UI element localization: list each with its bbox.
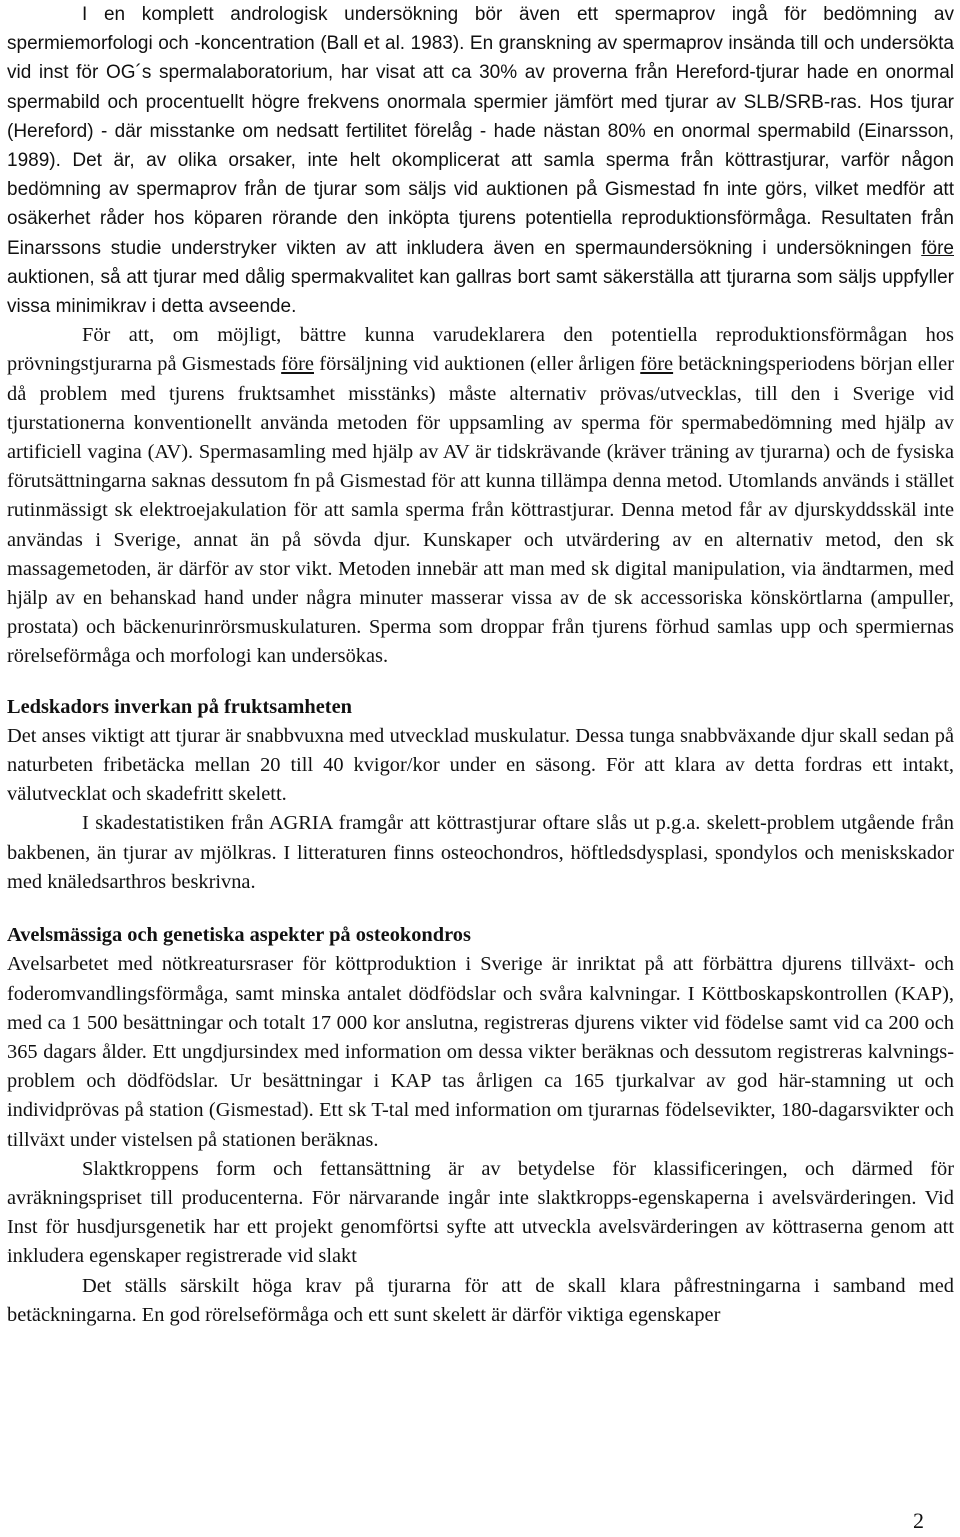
underlined-word: före <box>640 353 674 376</box>
paragraph-text: auktionen, så att tjurar med dålig spermakvalitet kan gallras bort samt säkerställa att tjurarna som säljs uppfyller vissa minimikrav i detta avseende. <box>7 266 954 318</box>
document-page <box>7 0 954 1330</box>
paragraph-text: betäckningsperiodens början eller då problem med tjurens fruktsamhet misstänks) måste alternativ prövas/utvecklas, till den i Sverige vid tjurstationerna konventionellt använda metoden för uppsamling av sperma för spermabedömning med hjälp av artificiell vagina (AV). Spermasamling med hjälp av AV är tidskrävande (kräver träning av tjurarna) och de fysiska förutsättningarna saknas dessutom fn på Gismestad för att kunna tillämpa denna metod. Utomlands används i stället rutinmässigt sk elektroejakulation för att samla sperma från köttrastjurar. Denna metod får av djurskyddsskäl inte användas i Sverige, annat än på sövda djur. Kunskaper och utvärdering av en alternativ metod, den sk massagemetoden, är därför av stor vikt. Metoden innebär att man med sk digital manipulation, via ändtarmen, med hjälp av en behanskad hand under några minuter masserar vissa av de sk accessoriska könskörtlarna (ampuller, prostata) och bäckenurinrörsmuskulaturen. Sperma som droppar från tjurens förhud samlas upp och spermiernas rörelseförmåga och morfologi kan undersökas. <box>7 353 954 668</box>
paragraph-text: För att, om möjligt, bättre kunna varudeklarera den potentiella reproduktionsförmågan hos prövningstjurarna på Gismestads <box>7 324 954 376</box>
paragraph-text: I en komplett andrologisk undersökning bör även ett spermaprov ingå för bedömning av spermiemorfologi och -koncentration (Ball et al. 1983). En granskning av spermaprov insända till och undersökta vid inst för OG´s spermalaboratorium, har visat att ca 30% av proverna från Hereford-tjurar hade en onormal spermabild och procentuellt högre frekvens onormala spermier jämfört med tjurar av SLB/SRB-ras. Hos tjurar (Hereford) - där misstanke om nedsatt fertilitet förelåg - hade nästan 80% en onormal spermabild (Einarsson, 1989). Det är, av olika orsaker, inte helt okomplicerat att samla sperma från köttrastjurar, varför någon bedömning av spermaprov från de tjurar som säljs vid auktionen på Gismestad fn inte görs, vilket medför att osäkerhet råder hos köparen rörande den inköpta tjurens potentiella reproduktionsförmåga. Resultaten från Einarssons studie understryker vikten av att inkludera även en spermaundersökning i undersökningen <box>7 4 954 259</box>
paragraph-breeding: Avelsarbetet med nötkreatursraser för köttproduktion i Sverige är inriktat på att förbättra djurens tillväxt- och foderomvandlingsförmåga, samt minska antalet dödfödslar och svåra kalvningar. I Köttboskapskontrollen (KAP), med ca 1 500 besättningar och totalt 17 000 kor anslutna, registreras djurens vikter vid födelse samt vid ca 200 och 365 dagars ålder. Ett ungdjursindex med information om dessa vikter beräknas och dessutom registreras kalvnings-problem och dödfödslar. Ur besättningar i KAP tas årligen ca 165 tjurkalvar av god här-stamning ut och individprövas på station (Gismestad). Ett sk T-tal med information om tjurarnas födelsevikter, 180-dagarsvikter och tillväxt under vistelsen på stationen beräknas. <box>7 953 954 1151</box>
paragraph-collection-methods <box>7 321 954 671</box>
section-spacer <box>7 672 954 693</box>
paragraph-text: försäljning vid auktionen (eller årligen <box>313 353 641 376</box>
section-heading-breeding: Avelsmässiga och genetiska aspekter på osteokondros <box>7 924 471 947</box>
paragraph-injury-statistics: I skadestatistiken från AGRIA framgår att köttrastjurar oftare slås ut p.g.a. skelett-problem utgående från bakbenen, än tjurar av mjölkras. I litteraturen finns osteochondros, höftledsdysplasi, spondylos och meniskskador med knäledsarthros beskrivna. <box>7 812 954 893</box>
underlined-word: före <box>921 237 954 259</box>
section-spacer <box>7 897 954 921</box>
section-heading-joint-injuries: Ledskadors inverkan på fruktsamheten <box>7 695 352 718</box>
underlined-word: före <box>281 353 314 376</box>
paragraph-sperm-analysis <box>7 0 954 321</box>
paragraph-requirements: Det ställs särskilt höga krav på tjurarna för att de skall klara påfrestningarna i samband med betäckningarna. En god rörelseförmåga och ett sunt skelett är därför viktiga egenskaper <box>7 1274 954 1326</box>
page-number: 2 <box>913 1508 924 1533</box>
paragraph-carcass: Slaktkroppens form och fettansättning är av betydelse för klassificeringen, och därmed för avräkningspriset till producenterna. För närvarande ingår inte slaktkropps-egenskaperna i avelsvärderingen. Vid Inst för husdjursgenetik har ett projekt genomförtsi syfte att utveckla avelsvärderingen av köttraserna genom att inkludera egenskaper registrerade vid slakt <box>7 1157 954 1268</box>
paragraph-joint-injuries: Det anses viktigt att tjurar är snabbvuxna med utvecklad muskulatur. Dessa tunga snabbväxande djur skall sedan på naturbeten fribetäcka mellan 20 till 40 kvigor/kor under en säsong. För att klara av detta fordras ett intakt, välutvecklat och skadefritt skelett. <box>7 724 954 806</box>
